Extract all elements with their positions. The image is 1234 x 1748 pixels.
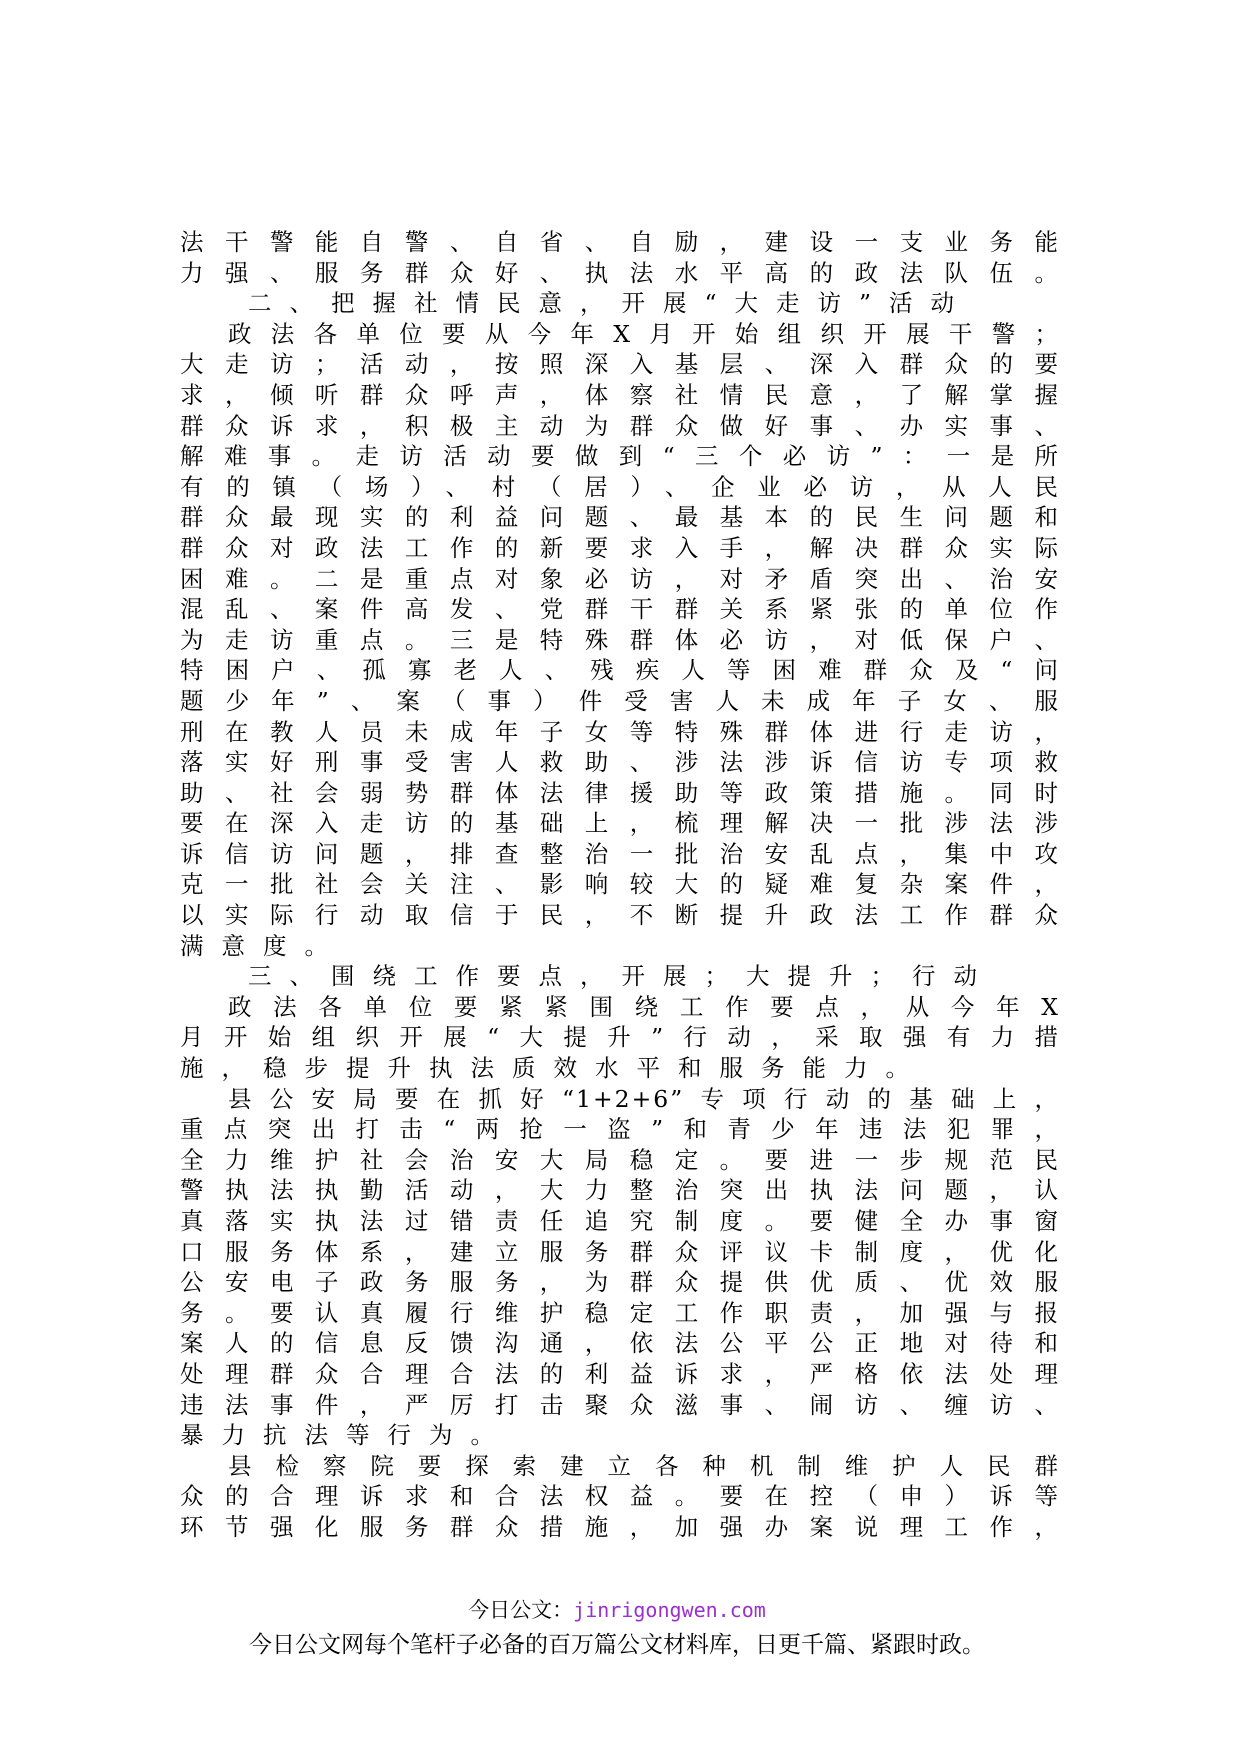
text-line: 题少年”、案（事）件受害人未成年子女、服 [180,686,1060,715]
text-line: 真落实执法过错责任追究制度。要健全办事窗 [180,1207,1060,1235]
footer-slogan: 今日公文网每个笔杆子必备的百万篇公文材料库，日更千篇、紧跟时政。 [249,1632,985,1658]
text-line: 力强、服务群众好、执法水平高的政法队伍。 [180,258,1060,287]
text-line: 环节强化服务群众措施，加强办案说理工作， [180,1512,1060,1541]
text-line: 众的合理诉求和合法权益。要在控（申）诉等 [180,1482,1060,1511]
text-line: 月开始组织开展“大提升”行动，采取强有力措 [180,1023,1060,1052]
text-line: 大走访；活动，按照深入基层、深入群众的要 [180,350,1060,379]
text-line: 政法各单位要从今年X月开始组织开展干警； [228,319,1060,348]
text-line: 群众对政法工作的新要求入手，解决群众实际 [180,533,1060,562]
document-body [180,227,1060,1543]
text-line: 处理群众合理合法的利益诉求，严格依法处理 [180,1359,1060,1388]
text-line: 解难事。走访活动要做到“三个必访”：一是所 [180,442,1060,471]
text-line: 全力维护社会治安大局稳定。要进一步规范民 [180,1145,1060,1174]
text-line: 满意度。 [180,931,346,960]
text-line: 落实好刑事受害人救助、涉法涉诉信访专项救 [180,748,1060,777]
text-line: 求，倾听群众呼声，体察社情民意，了解掌握 [180,380,1060,409]
text-line: 警执法执勤活动，大力整治突出执法问题，认 [180,1176,1060,1205]
text-line: 务。要认真履行维护稳定工作职责，加强与报 [180,1298,1060,1327]
section-heading-3: 三、围绕工作要点，开展；大提升；行动 [248,962,995,991]
text-line: 群众诉求，积极主动为群众做好事、办实事、 [180,411,1060,440]
text-line: 以实际行动取信于民，不断提升政法工作群众 [180,901,1060,930]
text-line: 为走访重点。三是特殊群体必访，对低保户、 [180,625,1060,654]
footer-site-label: 今日公文： [468,1598,574,1622]
footer-site-line [0,1596,1234,1624]
text-line: 有的镇（场）、村（居）、企业必访，从人民 [180,472,1060,501]
text-line: 克一批社会关注、影响较大的疑难复杂案件， [180,870,1060,899]
text-line: 案人的信息反馈沟通，依法公平公正地对待和 [180,1329,1060,1358]
text-line: 县检察院要探索建立各种机制维护人民群 [228,1451,1060,1480]
text-line: 诉信访问题，排查整治一批治安乱点，集中攻 [180,839,1060,868]
text-line: 公安电子政务服务，为群众提供优质、优效服 [180,1268,1060,1297]
text-line: 刑在教人员未成年子女等特殊群体进行走访， [180,717,1060,746]
text-line: 群众最现实的利益问题、最基本的民生问题和 [180,503,1060,532]
text-line: 困难。二是重点对象必访，对矛盾突出、治安 [180,564,1060,593]
text-line: 违法事件，严厉打击聚众滋事、闹访、缠访、 [180,1390,1060,1419]
text-line: 助、社会弱势群体法律援助等政策措施。同时 [180,778,1060,807]
text-line: 施，稳步提升执法质效水平和服务能力。 [180,1054,927,1083]
text-line: 混乱、案件高发、党群干群关系紧张的单位作 [180,595,1060,624]
text-line: 暴力抗法等行为。 [180,1421,512,1450]
text-line: 法干警能自警、自省、自励，建设一支业务能 [180,228,1060,256]
footer-site-link[interactable]: jinrigongwen.com [573,1598,766,1622]
text-line: 重点突出打击“两抢一盗”和青少年违法犯罪， [180,1115,1060,1144]
text-line: 要在深入走访的基础上，梳理解决一批涉法涉 [180,809,1060,838]
text-line: 政法各单位要紧紧围绕工作要点，从今年X [228,992,1060,1021]
text-line: 特困户、孤寡老人、残疾人等困难群众及“问 [180,656,1060,685]
text-line: 县公安局要在抓好“1+2+6”专项行动的基础上， [228,1084,1060,1113]
section-heading-2: 二、把握社情民意，开展“大走访”活动 [248,289,973,318]
text-line: 口服务体系，建立服务群众评议卡制度，优化 [180,1237,1060,1266]
